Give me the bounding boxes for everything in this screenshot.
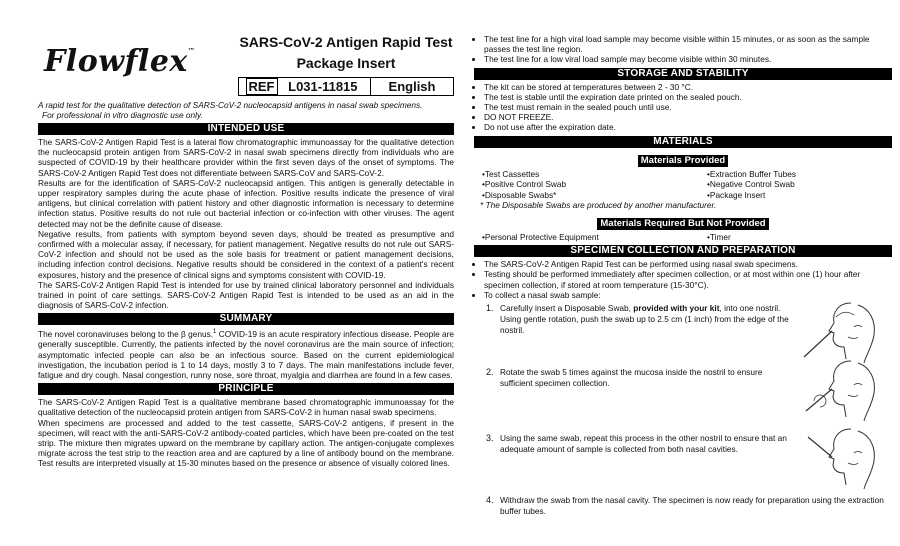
- footnote-ref: 1: [213, 329, 217, 336]
- swab-note: * The Disposable Swabs are produced by another manufacturer.: [480, 200, 717, 211]
- flowflex-logo: [44, 44, 195, 79]
- material-item: •Extraction Buffer Tubes: [707, 168, 796, 179]
- section-heading-collection: SPECIMEN COLLECTION AND PREPARATION: [474, 245, 892, 257]
- paragraph: Results are for the identification of SARS-CoV-2 nucleocapsid antigen. This antigen is generally detectable in upper respiratory samples during the acute phase of infection. Positive results indicate the presence of viral antigens, but clinical correlation with patient history and other diagnostic information is necessary to determine infection status. Positive results do not rule out bacterial infection or co-infection with other viruses. The agent detected may not be the definite cause of disease.: [38, 177, 454, 229]
- section-heading-summary: SUMMARY: [38, 313, 454, 325]
- bullet-item: • Testing should be performed immediately after specimen collection, or at most within one (1) hour after specimen collection, if stored at room temperature (15-30°C).: [484, 269, 892, 289]
- document-title: SARS-CoV-2 Antigen Rapid Test: [239, 34, 453, 50]
- paragraph: When specimens are processed and added to the test cassette, SARS-CoV-2 antigens, if present in the specimen, will react with the anti-SARS-CoV-2 antibody-coated particles, which have been pre-coated on the test strip. The mixture then migrates upward on the membrane by capillary action. The antigen-conjugate complexes migrate across the test strip to the reaction area and are captured by a line of antibody bound on the membrane. Test results are interpreted visually at 15-30 minutes based on the presence or absence of visually colored lines.: [38, 417, 454, 469]
- step-number: 4.: [486, 494, 494, 505]
- step-text: Withdraw the swab from the nasal cavity. The specimen is now ready for preparation using the extraction buffer tubes.: [500, 494, 884, 516]
- ref-box: [238, 77, 455, 96]
- ref-label: REF: [246, 78, 278, 95]
- test-line-bullets: [474, 34, 892, 65]
- bullet-item: • The SARS-CoV-2 Antigen Rapid Test can be performed using nasal swab specimens.: [484, 259, 892, 269]
- bullet-item: • The test line for a high viral load sample may become visible within 15 minutes, or as soon as the sample passes the test line region.: [484, 34, 892, 54]
- bullet-item: • The kit can be stored at temperatures between 2 - 30 °C.: [484, 82, 892, 92]
- nasal-swab-illustration: [796, 423, 886, 495]
- materials-provided-heading: [474, 150, 892, 168]
- collection-bullets: [474, 259, 892, 300]
- intro-text: [38, 100, 454, 120]
- step-number: 3.: [486, 432, 494, 443]
- subheading: Materials Provided: [638, 155, 728, 167]
- step-text: Rotate the swab 5 times against the mucosa inside the nostril to ensure sufficient specimen collection.: [500, 366, 763, 388]
- bullet-item: • The test is stable until the expiration date printed on the sealed pouch.: [484, 92, 892, 102]
- document-subtitle: Package Insert: [296, 55, 396, 71]
- summary-text-b: COVID-19 is an acute respiratory infectious disease. People are generally susceptible. Currently, the patients infected by the novel coronavirus are the main source of infection; asymptomatic infected people can also be an infectious source. Based on the current epidemiological investigation, the incubation period is 1 to 14 days, mostly 3 to 7 days. The main manifestations include fever, fatigue and dry cough. Nasal congestion, runny nose, sore throat, myalgia and diarrhea are found in a few cases.: [38, 329, 454, 381]
- material-item: •Disposable Swabs*: [482, 189, 557, 200]
- material-item: •Negative Control Swab: [707, 179, 795, 190]
- material-item: •Test Cassettes: [482, 168, 540, 179]
- insert-header: [38, 34, 454, 98]
- step-number: 2.: [486, 366, 494, 377]
- title-block: [236, 34, 456, 96]
- collection-step: [474, 495, 892, 519]
- storage-list: [474, 82, 892, 133]
- step-text: Carefully insert a Disposable Swab, provided with your kit, into one nostril. Using gentle rotation, push the swab up to 2.5 cm (1 inch) from the edge of the nostril.: [500, 302, 789, 335]
- ref-code: L031-11815: [288, 79, 358, 94]
- intro-line: A rapid test for the qualitative detection of SARS-CoV-2 nucleocapsid antigens in nasal swab specimens.: [38, 100, 423, 110]
- language-label: English: [370, 78, 454, 95]
- right-column: [474, 34, 892, 519]
- materials-required-heading: [474, 213, 892, 231]
- material-item: •Personal Protective Equipment: [482, 231, 599, 242]
- material-item: •Timer: [707, 231, 731, 242]
- bullet-item: • Do not use after the expiration date.: [484, 122, 892, 132]
- paragraph: Negative results, from patients with symptom beyond seven days, should be treated as presumptive and confirmed with a molecular assay, if necessary, for patient management. Negative results do not rule out SARS-CoV-2 infection and should not be used as the sole basis for treatment or patient management decisions, including infection control decisions. Negative results should be considered in the context of a patient's recent exposures, history and the presence of clinical signs and symptoms consistent with COVID-19.: [38, 228, 454, 280]
- section-heading-intended-use: INTENDED USE: [38, 123, 454, 135]
- section-heading-principle: PRINCIPLE: [38, 383, 454, 395]
- left-column: [38, 34, 454, 469]
- bullet-item: • DO NOT FREEZE.: [484, 112, 892, 122]
- logo-text: Flowflex: [44, 44, 188, 79]
- nasal-swab-illustration: [796, 355, 886, 427]
- subheading: Materials Required But Not Provided: [597, 218, 768, 230]
- section-heading-materials: MATERIALS: [474, 136, 892, 148]
- summary-paragraph: [38, 327, 454, 380]
- materials-required-list: [474, 232, 892, 243]
- material-item: •Positive Control Swab: [482, 179, 567, 190]
- intro-line: For professional in vitro diagnostic use only.: [42, 110, 203, 120]
- paragraph: The SARS-CoV-2 Antigen Rapid Test is a lateral flow chromatographic immunoassay for the qualitative detection the nucleocapsid protein antigen from SARS-CoV-2 in nasal swab specimens directly from individuals who are suspected of COVID-19 by their healthcare provider within the first seven days of the onset of symptoms. The SARS-CoV-2 Antigen Rapid Test does not differentiate between SARS-CoV and SARS-CoV-2.: [38, 137, 454, 178]
- materials-provided-list: [474, 169, 892, 201]
- step-text: Using the same swab, repeat this process in the other nostril to ensure that an adequate amount of sample is collected from both nasal cavities.: [500, 432, 787, 454]
- summary-text-a: The novel coronaviruses belong to the β genus.: [38, 329, 214, 340]
- collection-step: [474, 433, 892, 495]
- paragraph: The SARS-CoV-2 Antigen Rapid Test is intended for use by trained clinical laboratory personnel and individuals trained in point of care settings. SARS-CoV-2 Antigen Rapid Test is intended to be used as an aid in the diagnosis of SARS-CoV-2 infection.: [38, 279, 454, 311]
- bullet-item: • To collect a nasal swab sample:: [484, 290, 892, 300]
- section-heading-storage: STORAGE AND STABILITY: [474, 68, 892, 80]
- bullet-item: • The test must remain in the sealed pouch until use.: [484, 102, 892, 112]
- material-item: •Package Insert: [707, 189, 766, 200]
- step-number: 1.: [486, 302, 494, 313]
- bullet-item: • The test line for a low viral load sample may become visible within 30 minutes.: [484, 54, 892, 64]
- paragraph: The SARS-CoV-2 Antigen Rapid Test is a qualitative membrane based chromatographic immunoassay for the qualitative detection of the nucleocapsid protein antigen from SARS-CoV-2 in human nasal swab specimens.: [38, 397, 454, 418]
- logo-trademark: ™: [187, 46, 196, 55]
